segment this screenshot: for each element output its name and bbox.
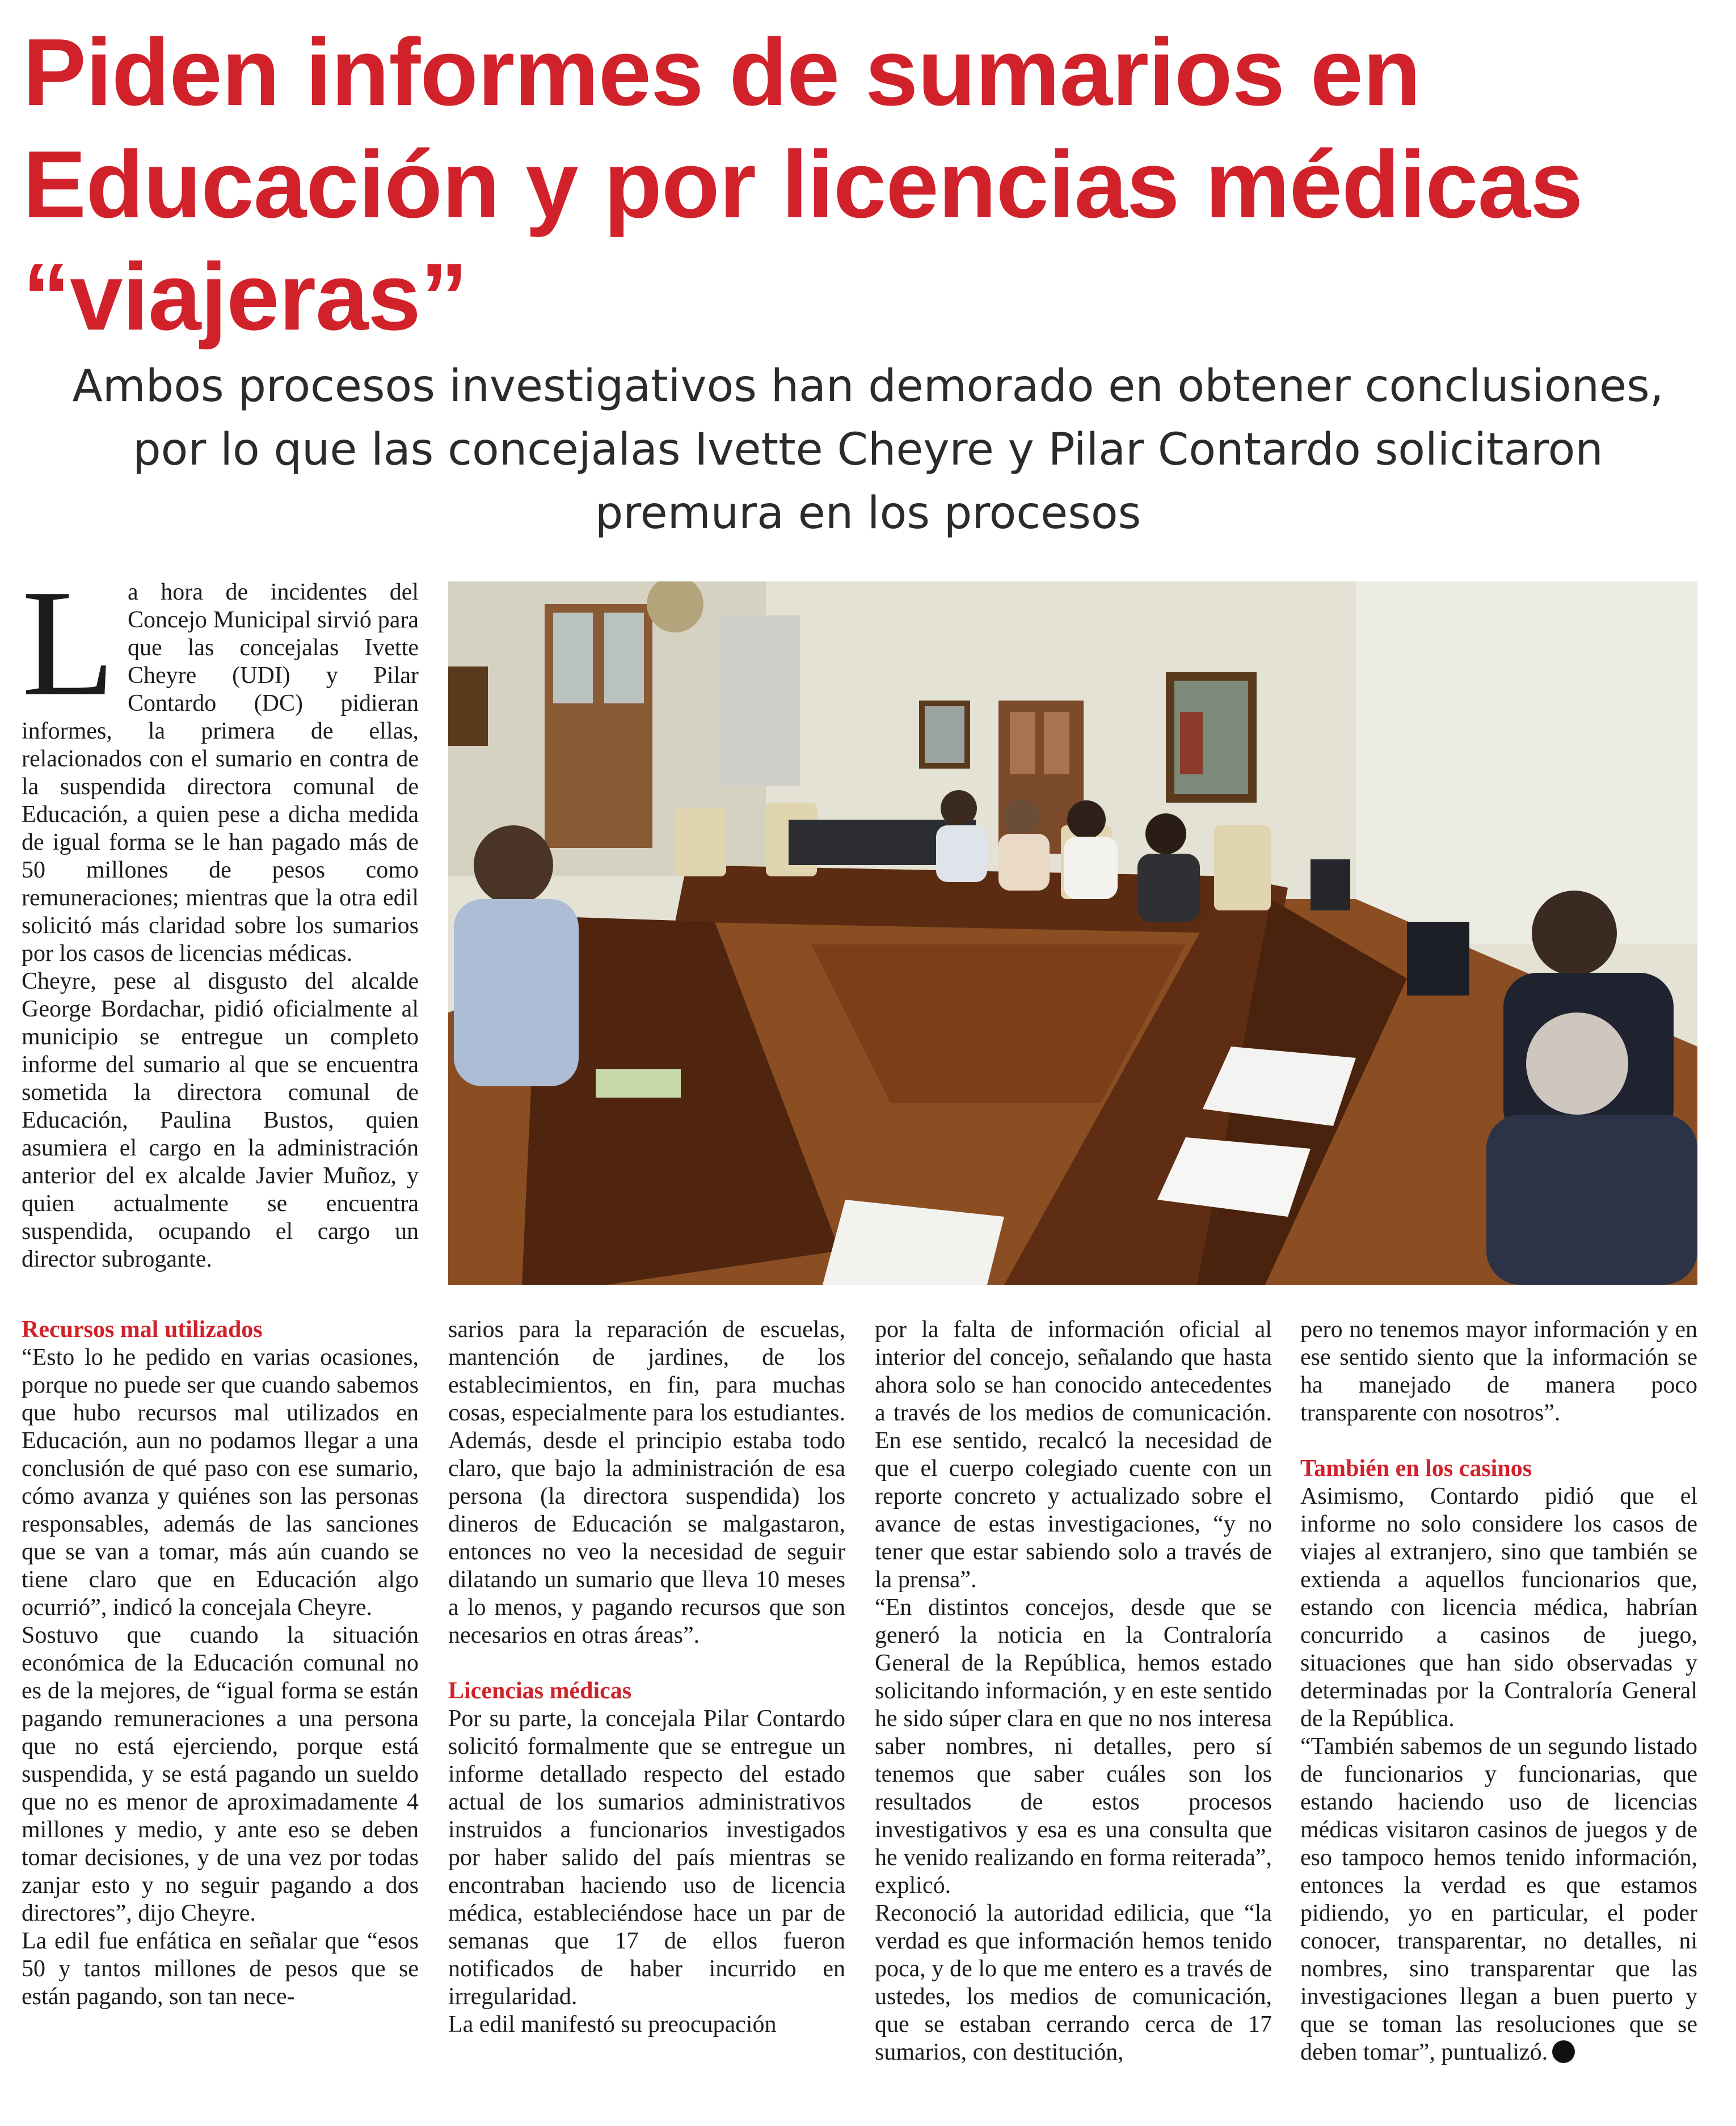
subhead-casinos: También en los casinos xyxy=(1300,1456,1532,1482)
column-3 xyxy=(875,1316,1272,2066)
council-meeting-photo xyxy=(448,581,1697,1285)
end-mark-icon xyxy=(1552,2040,1575,2063)
col4-paragraph-2: Asimismo, Contardo pidió que el informe no solo considere los casos de viajes al extranjero, sino que también se extienda a aquellos funcionarios que, estando con licencia médica, habrían concurrido a casinos de juego, situaciones que han sido observadas y determinadas por la Contraloría General de la República. xyxy=(1300,1483,1697,1732)
dek-subtitle: Ambos procesos investigativos han demorado en obtener conclusiones, por lo que las concejalas Ivette Cheyre y Pilar Contardo solicitaron premura en los procesos xyxy=(72,361,1664,539)
column-4 xyxy=(1300,1316,1697,2066)
col4-paragraph-3: “También sabemos de un segundo listado de funcionarios y funcionarias, que estando haciendo uso de licencias médicas visitaron casinos de juegos y de eso tampoco hemos tenido información, entonces la verdad es que estamos pidiendo, yo en particular, el poder conocer, transparentar, no detalles, ni nombres, sino transparentar que las investigaciones llegan a buen puerto y que se toman las resoluciones que se deben tomar”, puntualizó. xyxy=(1300,1733,1697,2065)
col1-paragraph-3: La edil fue enfática en señalar que “esos 50 y tantos millones de pesos que se están pagando, son tan nece- xyxy=(22,1928,419,2010)
col2-paragraph-1: sarios para la reparación de escuelas, mantención de jardines, de los establecimientos, en fin, para muchas cosas, especialmente para los estudiantes. Además, desde el principio estaba todo claro, que bajo la administración de esa persona (la directora suspendida) los dineros de Educación se malgastaron, entonces no veo la necesidad de seguir dilatando un sumario que lleva 10 meses a lo menos, y pagando recursos que son necesarios en otras áreas”. xyxy=(448,1317,845,1648)
col1-paragraph-1: “Esto lo he pedido en varias ocasiones, porque no puede ser que cuando sabemos que hubo recursos mal utilizados en Educación, aun no podamos llegar a una conclusión de qué paso con ese sumario, cómo avanza y quiénes son las personas responsables, además de las sanciones que se van a tomar, más aún cuando se tiene claro que en Educación algo ocurrió”, indicó la concejala Cheyre. xyxy=(22,1344,419,1621)
column-1 xyxy=(22,1316,419,2011)
headline: Piden informes de sumarios en Educación y por licencias médicas “viajeras” xyxy=(23,19,1583,350)
lead-paragraph-2: Cheyre, pese al disgusto del alcalde George Bordachar, pidió oficialmente al municipio se entregue un completo informe del sumario al que se encuentra sometida la directora comunal de Educación, Paulina Bustos, quien asumiera el cargo en la administración anterior del ex alcalde Javier Muñoz, y quien actualmente se encuentra suspendida, ocupando el cargo un director subrogante. xyxy=(22,968,419,1272)
col3-paragraph-2: “En distintos concejos, desde que se generó la noticia en la Contraloría General de la República, hemos estado solicitando información, y en este sentido he sido súper clara en que no nos interesa saber nombres, ni detalles, pero sí tenemos que saber cuáles son los resultados de estos procesos investigativos y esa es una consulta que he venido realizando en forma reiterada”, explicó. xyxy=(875,1594,1272,1899)
col3-paragraph-1: por la falta de información oficial al interior del concejo, señalando que hasta ahora solo se han conocido antecedentes a través de los medios de comunicación. En ese sentido, recalcó la necesidad de que el cuerpo colegiado cuente con un reporte concreto y actualizado sobre el avance de estas investigaciones, “y no tener que estar sabiendo solo a través de la prensa”. xyxy=(875,1317,1272,1593)
subhead-recursos: Recursos mal utilizados xyxy=(22,1317,263,1343)
subhead-licencias: Licencias médicas xyxy=(448,1678,632,1704)
col1-paragraph-2: Sostuvo que cuando la situación económica de la Educación comunal no es de la mejores, de “igual forma se están pagando remuneraciones a una persona que no está ejerciendo, porque está suspendida, y se está pagando un sueldo que no es menor de aproximadamente 4 millones y medio, y ante eso se deben tomar decisiones, y de una vez por todas zanjar esto y no seguir pagando a dos directores”, dijo Cheyre. xyxy=(22,1622,419,1926)
lead-paragraph: a hora de incidentes del Concejo Municipal sirvió para que las concejalas Ivette Cheyre (UDI) y Pilar Contardo (DC) pidieran informes, la primera de ellas, relacionados con el sumario en contra de la suspendida directora comunal de Educación, a quien pese a dicha medida de igual forma se le han pagado más de 50 millones de pesos como remuneraciones; mientras que la otra edil solicitó más claridad sobre los sumarios por los casos de licencias médicas. xyxy=(22,579,419,967)
column-2 xyxy=(448,1316,845,2039)
col3-paragraph-3: Reconoció la autoridad edilicia, que “la verdad es que información hemos tenido poca, y de lo que me entero es a través de ustedes, los medios de comunicación, que se estaban cerrando cerca de 17 sumarios, con destitución, xyxy=(875,1900,1272,2065)
col2-paragraph-3: La edil manifestó su preocupación xyxy=(448,2011,777,2038)
lead-column xyxy=(22,558,419,1273)
col4-paragraph-1: pero no tenemos mayor información y en ese sentido siento que la información se ha manejado de manera poco transparente con nosotros”. xyxy=(1300,1317,1697,1426)
drop-cap: L xyxy=(22,558,115,728)
col4-paragraph-3-wrap xyxy=(1300,1733,1697,2066)
col2-paragraph-2: Por su parte, la concejala Pilar Contardo solicitó formalmente que se entregue un informe detallado respecto del estado actual de los sumarios administrativos instruidos a funcionarios investigados por haber salido del país mientras se encontraban haciendo uso de licencia médica, estableciéndose hace un par de semanas que 17 de ellos fueron notificados de haber incurrido en irregularidad. xyxy=(448,1706,845,2010)
